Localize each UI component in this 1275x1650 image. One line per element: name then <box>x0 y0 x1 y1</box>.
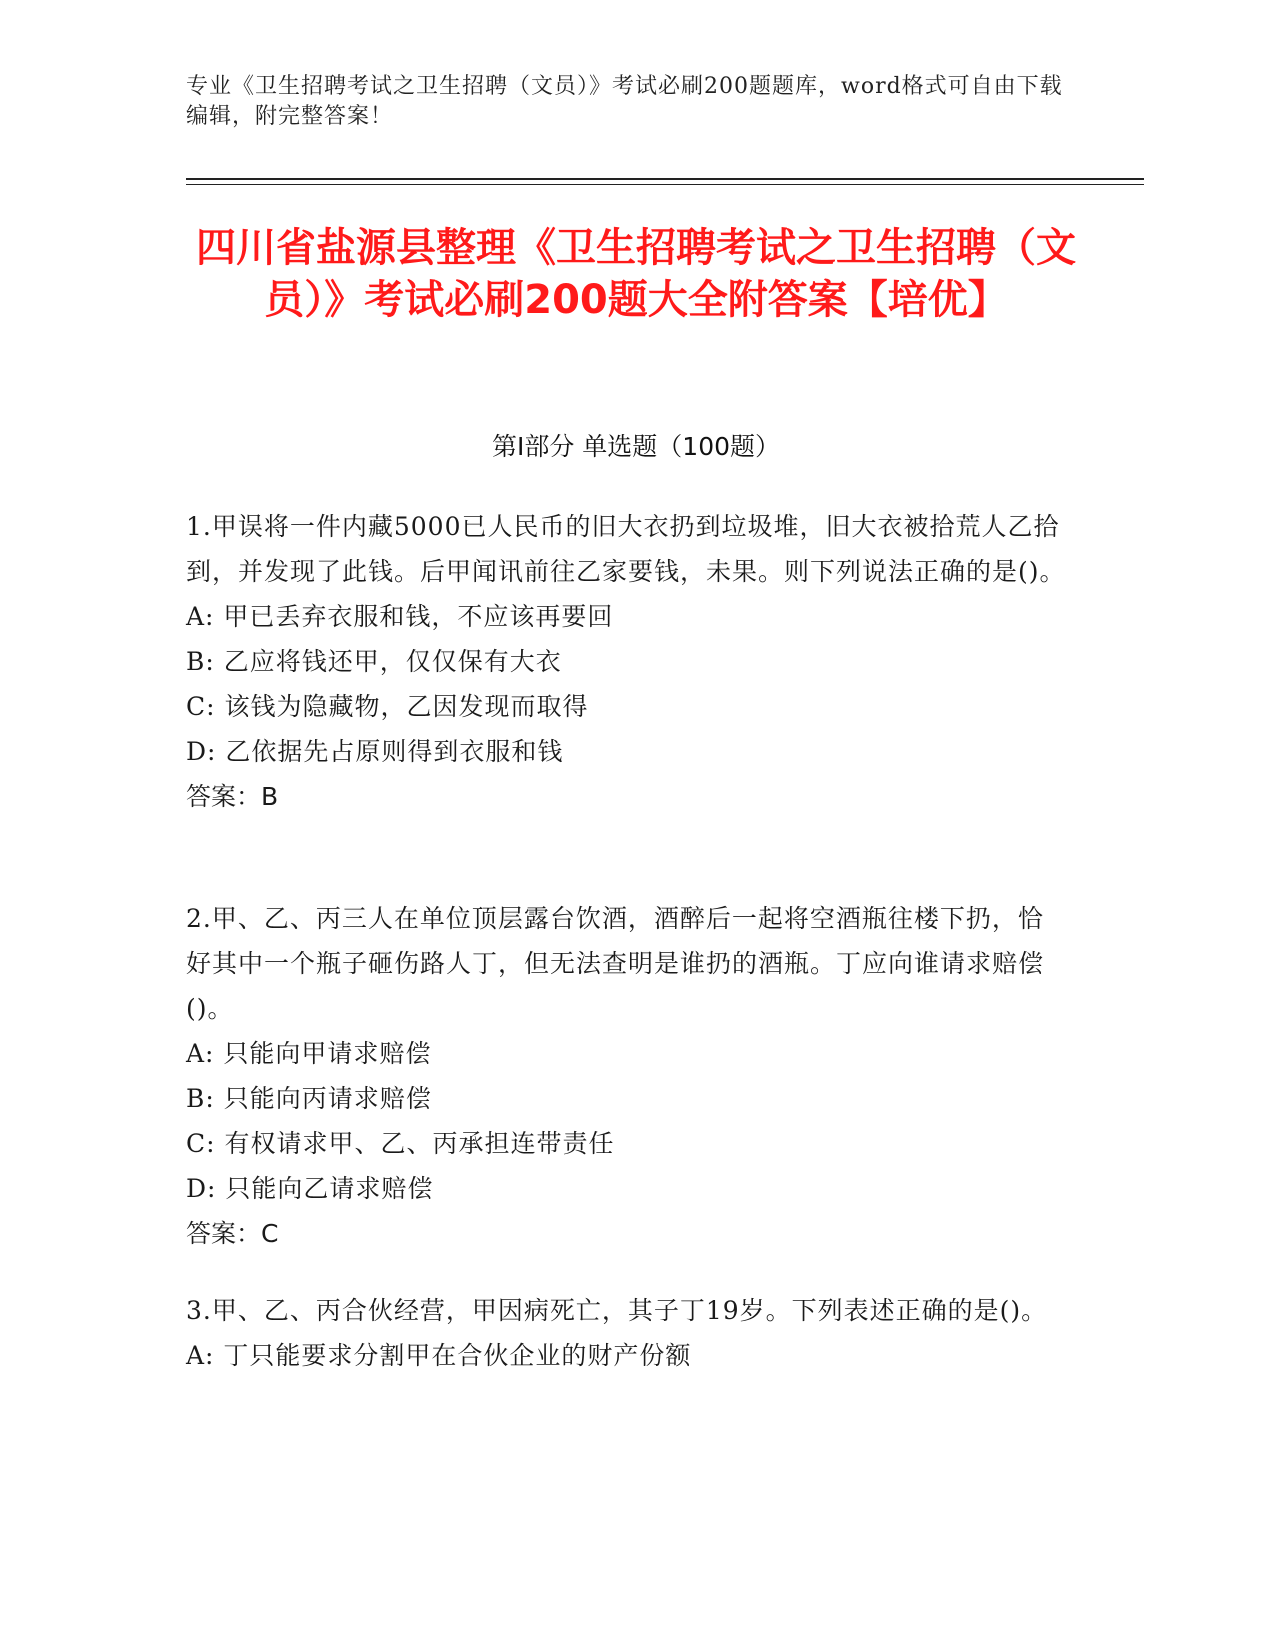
question-stem: 1.甲误将一件内藏5000已人民币的旧大衣扔到垃圾堆，旧大衣被拾荒人乙拾到，并发现了此钱。后甲闻讯前往乙家要钱，未果。则下列说法正确的是()。 <box>186 512 1066 586</box>
option-b: B: 乙应将钱还甲，仅仅保有大衣 <box>186 647 562 676</box>
option-d: D: 只能向乙请求赔偿 <box>186 1174 434 1203</box>
option-d: D: 乙依据先占原则得到衣服和钱 <box>186 737 564 766</box>
section-heading: 第Ⅰ部分 单选题（100题） <box>491 432 781 461</box>
option-c: C: 有权请求甲、乙、丙承担连带责任 <box>186 1129 615 1158</box>
header-divider-thick <box>186 178 1144 180</box>
option-a: A: 只能向甲请求赔偿 <box>186 1039 432 1068</box>
option-c: C: 该钱为隐藏物，乙因发现而取得 <box>186 692 589 721</box>
question-1 <box>186 504 1066 819</box>
answer-label: 答案：B <box>186 782 279 811</box>
header-divider-thin <box>186 184 1144 185</box>
question-3 <box>186 1288 1066 1378</box>
option-a: A: 丁只能要求分割甲在合伙企业的财产份额 <box>186 1341 692 1370</box>
document-title: 四川省盐源县整理《卫生招聘考试之卫生招聘（文员）》考试必刷200题大全附答案【培优】 <box>196 225 1076 323</box>
question-2 <box>186 896 1066 1256</box>
option-a: A: 甲已丢弃衣服和钱，不应该再要回 <box>186 602 614 631</box>
option-b: B: 只能向丙请求赔偿 <box>186 1084 432 1113</box>
header-note: 专业《卫生招聘考试之卫生招聘（文员）》考试必刷200题题库，word格式可自由下载编辑，附完整答案！ <box>186 74 1063 129</box>
question-stem: 3.甲、乙、丙合伙经营，甲因病死亡，其子丁19岁。下列表述正确的是()。 <box>186 1296 1048 1325</box>
answer-label: 答案：C <box>186 1219 279 1248</box>
question-stem: 2.甲、乙、丙三人在单位顶层露台饮酒，酒醉后一起将空酒瓶往楼下扔，恰好其中一个瓶子砸伤路人丁，但无法查明是谁扔的酒瓶。丁应向谁请求赔偿()。 <box>186 904 1045 1023</box>
